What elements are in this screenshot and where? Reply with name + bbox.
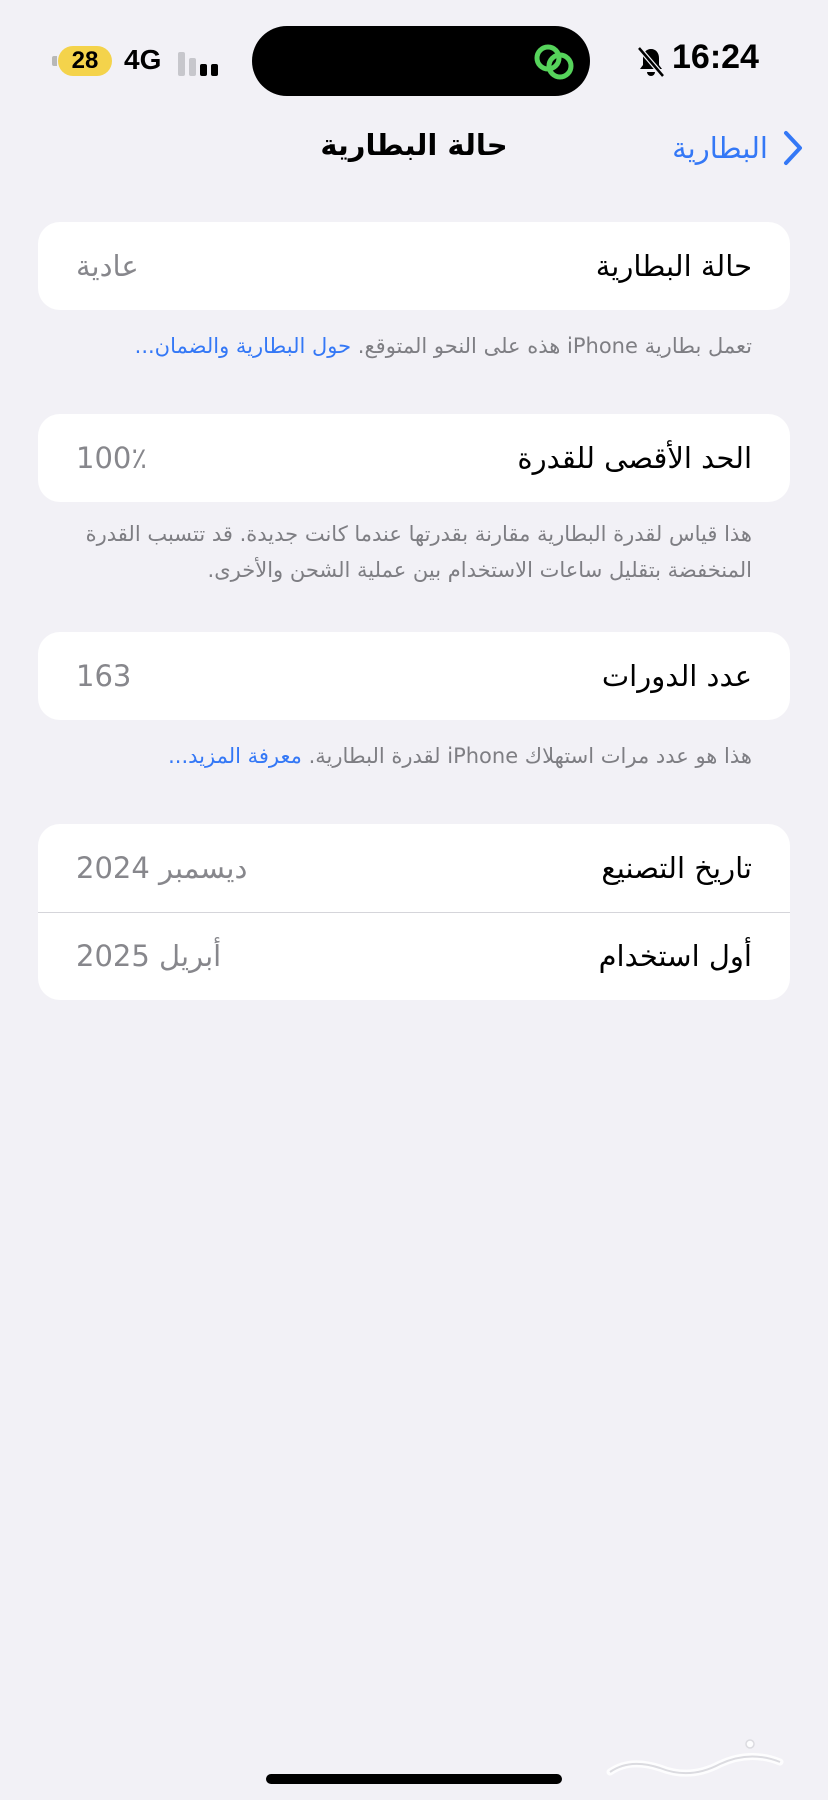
battery-nub (52, 56, 57, 66)
first-use-label: أول استخدام (598, 939, 752, 973)
cycle-count-group (38, 632, 790, 720)
cycle-count-row (38, 632, 790, 720)
manufacture-date-row (38, 824, 790, 912)
manufacture-date-value: ديسمبر 2024 (76, 851, 248, 885)
chevron-right-icon (782, 129, 804, 167)
clock: 16:24 (672, 38, 759, 76)
manufacture-date-label: تاريخ التصنيع (601, 851, 752, 885)
battery-health-group (38, 222, 790, 310)
signal-bars-icon (176, 48, 222, 76)
back-button-label: البطارية (672, 131, 768, 165)
home-indicator[interactable] (266, 1774, 562, 1784)
battery-health-label: حالة البطارية (595, 249, 752, 283)
battery-level-indicator: 28 (58, 46, 112, 76)
back-button[interactable] (672, 126, 804, 170)
dates-group (38, 824, 790, 1000)
cycle-count-footnote-text: هذا هو عدد مرات استهلاك iPhone لقدرة البطارية. (308, 744, 752, 768)
link-icon (532, 42, 576, 82)
bell-slash-icon (636, 46, 666, 78)
dynamic-island[interactable] (252, 26, 590, 96)
status-bar (0, 0, 828, 110)
battery-health-footnote (78, 328, 752, 364)
battery-warranty-link[interactable]: حول البطارية والضمان... (134, 334, 352, 358)
max-capacity-footnote: هذا قياس لقدرة البطارية مقارنة بقدرتها عندما كانت جديدة. قد تتسبب القدرة المنخفضة بتقليل ساعات الاستخدام بين عملية الشحن والأخرى. (85, 522, 752, 582)
max-capacity-value: 100٪ (76, 441, 147, 475)
cycle-count-footnote (78, 738, 752, 774)
max-capacity-row (38, 414, 790, 502)
first-use-value: أبريل 2025 (76, 939, 222, 973)
max-capacity-group (38, 414, 790, 502)
cycle-count-value: 163 (76, 659, 132, 693)
battery-health-value: عادية (76, 249, 139, 283)
battery-health-row (38, 222, 790, 310)
page-title: حالة البطارية (320, 128, 508, 162)
max-capacity-label: الحد الأقصى للقدرة (517, 441, 752, 475)
first-use-row (38, 912, 790, 1000)
cycle-count-label: عدد الدورات (601, 659, 752, 693)
network-type: 4G (124, 44, 162, 75)
watermark-logo (600, 1728, 790, 1788)
battery-health-footnote-text: تعمل بطارية iPhone هذه على النحو المتوقع. (357, 334, 752, 358)
learn-more-link[interactable]: معرفة المزيد... (168, 744, 302, 768)
